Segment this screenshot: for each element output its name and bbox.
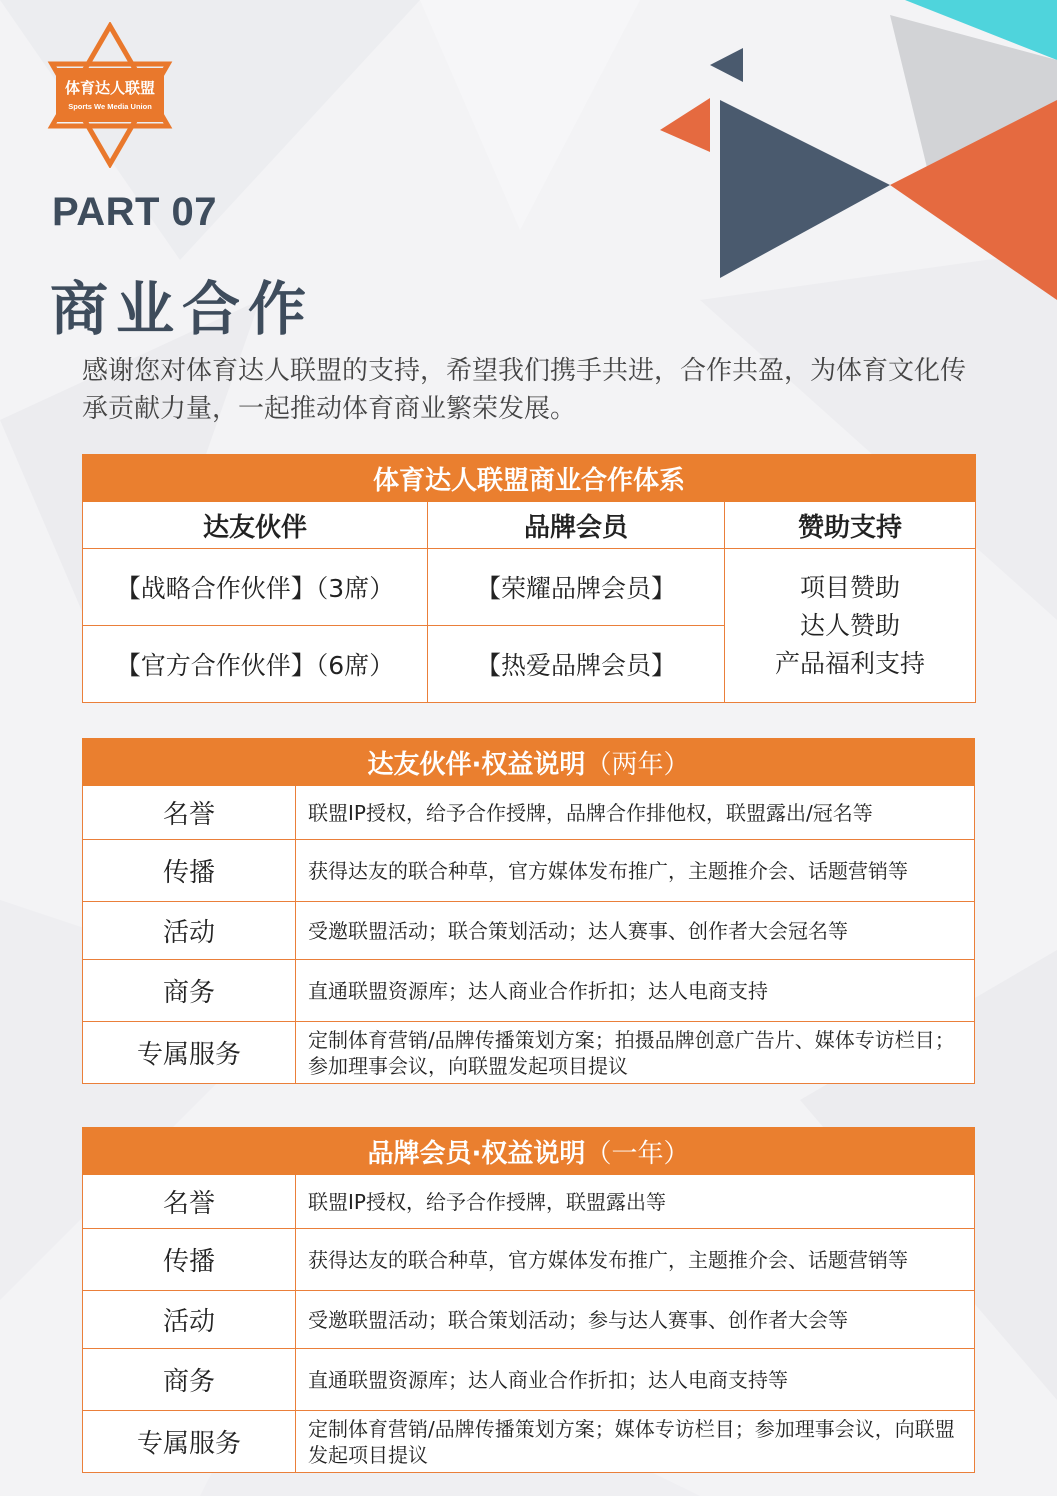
table-row (83, 840, 975, 902)
benefit-value: 受邀联盟活动；联合策划活动；达人赛事、创作者大会冠名等 (296, 902, 975, 960)
table-row (83, 960, 975, 1022)
benefit-key: 名誉 (83, 1175, 296, 1229)
table-row (83, 1175, 975, 1229)
table-row (83, 1349, 975, 1411)
table-row (83, 1291, 975, 1349)
table-title-text: 品牌会员·权益说明 (367, 1138, 586, 1169)
member-benefits-table (82, 1127, 975, 1473)
benefit-value: 定制体育营销/品牌传播策划方案；拍摄品牌创意广告片、媒体专访栏目；参加理事会议，向联盟发起项目提议 (296, 1022, 975, 1084)
table-row (83, 1229, 975, 1291)
benefit-key: 名誉 (83, 786, 296, 840)
member-table-title (83, 1128, 975, 1175)
benefit-value: 联盟IP授权，给予合作授牌，联盟露出等 (296, 1175, 975, 1229)
table-row (83, 502, 976, 549)
page-title: 商业合作 (50, 275, 315, 343)
partner-benefits-table (82, 738, 975, 1084)
table-row (83, 1411, 975, 1473)
logo-text: 体育达人联盟 (64, 79, 156, 97)
table-row (83, 1022, 975, 1084)
benefit-value: 获得达友的联合种草，官方媒体发布推广，主题推介会、话题营销等 (296, 1229, 975, 1291)
sponsorship-item: 项目赞助 (800, 572, 901, 602)
table-row (83, 549, 976, 626)
table-title-text: 达友伙伴·权益说明 (367, 749, 586, 780)
table-cell: 【热爱品牌会员】 (428, 626, 725, 703)
benefit-value: 直通联盟资源库；达人商业合作折扣；达人电商支持 (296, 960, 975, 1022)
table-header (83, 455, 976, 502)
column-header: 品牌会员 (428, 502, 725, 549)
benefit-key: 活动 (83, 1291, 296, 1349)
benefit-key: 专属服务 (83, 1022, 296, 1084)
benefit-key: 活动 (83, 902, 296, 960)
benefit-value: 定制体育营销/品牌传播策划方案；媒体专访栏目；参加理事会议，向联盟发起项目提议 (296, 1411, 975, 1473)
benefit-value: 获得达友的联合种草，官方媒体发布推广，主题推介会、话题营销等 (296, 840, 975, 902)
benefit-key: 商务 (83, 960, 296, 1022)
table-header (83, 1128, 975, 1175)
table-row (83, 902, 975, 960)
benefit-value: 联盟IP授权，给予合作授牌，品牌合作排他权，联盟露出/冠名等 (296, 786, 975, 840)
table-term: （一年） (585, 1138, 690, 1169)
intro-text: 感谢您对体育达人联盟的支持，希望我们携手共进，合作共盈，为体育文化传承贡献力量，一起推动体育商业繁荣发展。 (82, 356, 967, 424)
benefit-key: 传播 (83, 1229, 296, 1291)
benefit-key: 传播 (83, 840, 296, 902)
decorative-triangles (640, 0, 1057, 300)
column-header: 赞助支持 (725, 502, 976, 549)
table-cell: 【官方合作伙伴】（6席） (83, 626, 428, 703)
benefit-value: 受邀联盟活动；联合策划活动；参与达人赛事、创作者大会等 (296, 1291, 975, 1349)
sponsorship-cell (725, 549, 976, 703)
system-table-title: 体育达人联盟商业合作体系 (83, 455, 976, 502)
sponsorship-item: 产品福利支持 (775, 648, 926, 678)
cooperation-system-table (82, 454, 976, 703)
table-term: （两年） (585, 749, 690, 780)
benefit-key: 专属服务 (83, 1411, 296, 1473)
table-row (83, 786, 975, 840)
table-cell: 【战略合作伙伴】（3席） (83, 549, 428, 626)
logo-english: Sports We Media Union (68, 102, 152, 111)
partner-table-title (83, 739, 975, 786)
sponsorship-item: 达人赞助 (800, 610, 901, 640)
part-label: PART 07 (52, 190, 218, 234)
table-header (83, 739, 975, 786)
benefit-key: 商务 (83, 1349, 296, 1411)
column-header: 达友伙伴 (83, 502, 428, 549)
table-cell: 【荣耀品牌会员】 (428, 549, 725, 626)
brand-logo (46, 22, 174, 168)
benefit-value: 直通联盟资源库；达人商业合作折扣；达人电商支持等 (296, 1349, 975, 1411)
